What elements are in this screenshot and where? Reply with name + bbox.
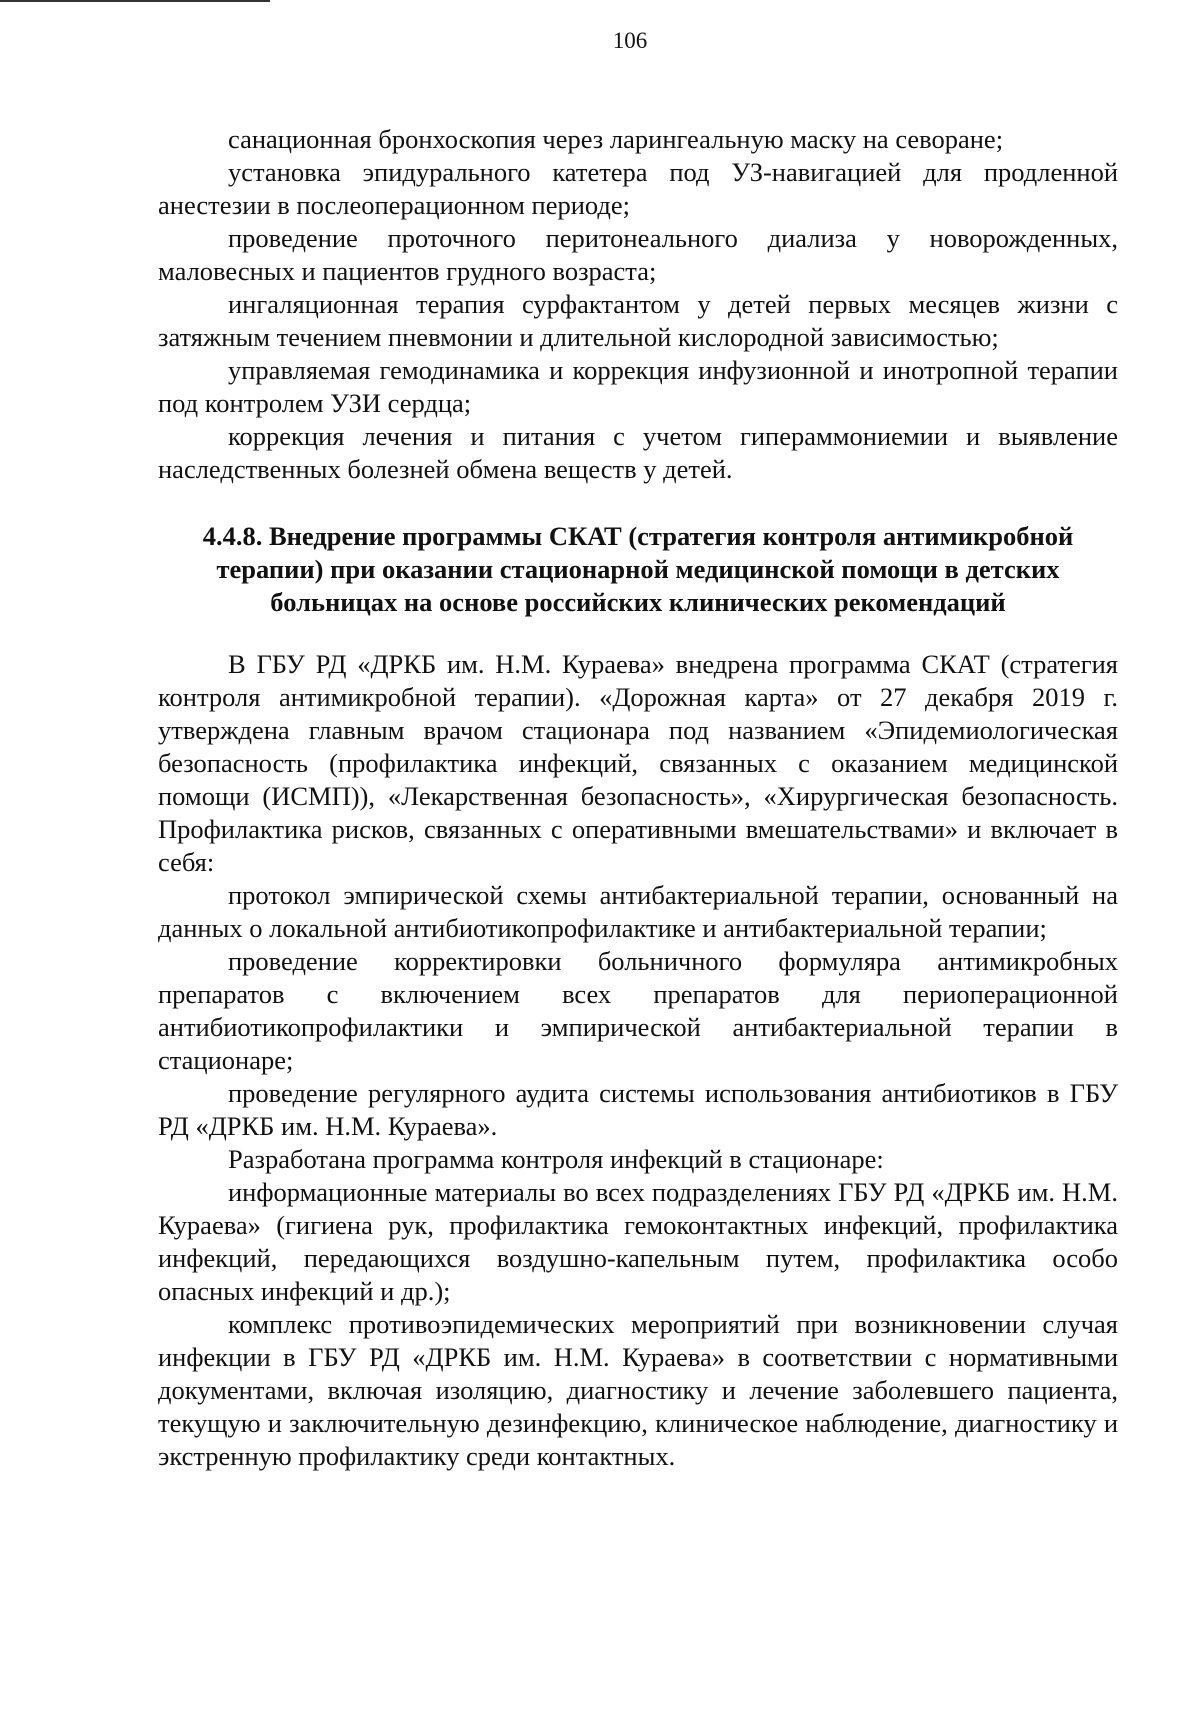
paragraph: информационные материалы во всех подразделениях ГБУ РД «ДРКБ им. Н.М. Кураева» (гигиена рук, профилактика гемоконтактных инфекций, профилактика инфекций, передающихся воздушно-капельным путем, профилактика особо опасных инфекций и др.); [158, 1177, 1118, 1306]
list-item: проведение проточного перитонеального диализа у новорожденных, маловесных и пациентов грудного возраста; [158, 223, 1118, 286]
paragraph: проведение корректировки больничного формуляра антимикробных препаратов с включением всех препаратов для периоперационной антибиотикопрофилактики и эмпирической антибактериальной терапии в стационаре; [158, 946, 1118, 1075]
list-item: управляемая гемодинамика и коррекция инфузионной и инотропной терапии под контролем УЗИ сердца; [158, 355, 1118, 418]
paragraph: проведение регулярного аудита системы использования антибиотиков в ГБУ РД «ДРКБ им. Н.М. Кураева». [158, 1078, 1118, 1141]
paragraph: В ГБУ РД «ДРКБ им. Н.М. Кураева» внедрена программа СКАТ (стратегия контроля антимикробной терапии). «Дорожная карта» от 27 декабря 2019 г. утверждена главным врачом стационара под названием «Эпидемиологическая безопасность (профилактика инфекций, связанных с оказанием медицинской помощи (ИСМП)), «Лекарственная безопасность», «Хирургическая безопасность. Профилактика рисков, связанных с оперативными вмешательствами» и включает в себя: [158, 649, 1118, 877]
paragraph: протокол эмпирической схемы антибактериальной терапии, основанный на данных о локальной антибиотикопрофилактике и антибактериальной терапии; [158, 880, 1118, 943]
paragraph: комплекс противоэпидемических мероприятий при возникновении случая инфекции в ГБУ РД «ДРКБ им. Н.М. Кураева» в соответствии с нормативными документами, включая изоляцию, диагностику и лечение заболевшего пациента, текущую и заключительную дезинфекцию, клиническое наблюдение, диагностику и экстренную профилактику среди контактных. [158, 1309, 1118, 1471]
list-item: коррекция лечения и питания с учетом гипераммониемии и выявление наследственных болезней обмена веществ у детей. [158, 421, 1118, 484]
section-body [158, 648, 1118, 1473]
section-heading-line: 4.4.8. Внедрение программы СКАТ (стратегия контроля антимикробной [202, 521, 1074, 551]
intro-list [158, 123, 1118, 486]
scan-edge-line [0, 0, 270, 2]
section-heading-line: больницах на основе российских клинических рекомендаций [270, 587, 1006, 617]
paragraph: Разработана программа контроля инфекций в стационаре: [228, 1144, 884, 1174]
page-number: 106 [612, 28, 648, 53]
list-item: ингаляционная терапия сурфактантом у детей первых месяцев жизни с затяжным течением пневмонии и длительной кислородной зависимостью; [158, 289, 1118, 352]
section-heading [158, 520, 1118, 619]
section-heading-line: терапии) при оказании стационарной медицинской помощи в детских [216, 554, 1060, 584]
list-item: установка эпидурального катетера под УЗ-навигацией для продленной анестезии в послеоперационном периоде; [158, 157, 1118, 220]
list-item: санационная бронхоскопия через ларингеальную маску на севоране; [228, 124, 1004, 154]
